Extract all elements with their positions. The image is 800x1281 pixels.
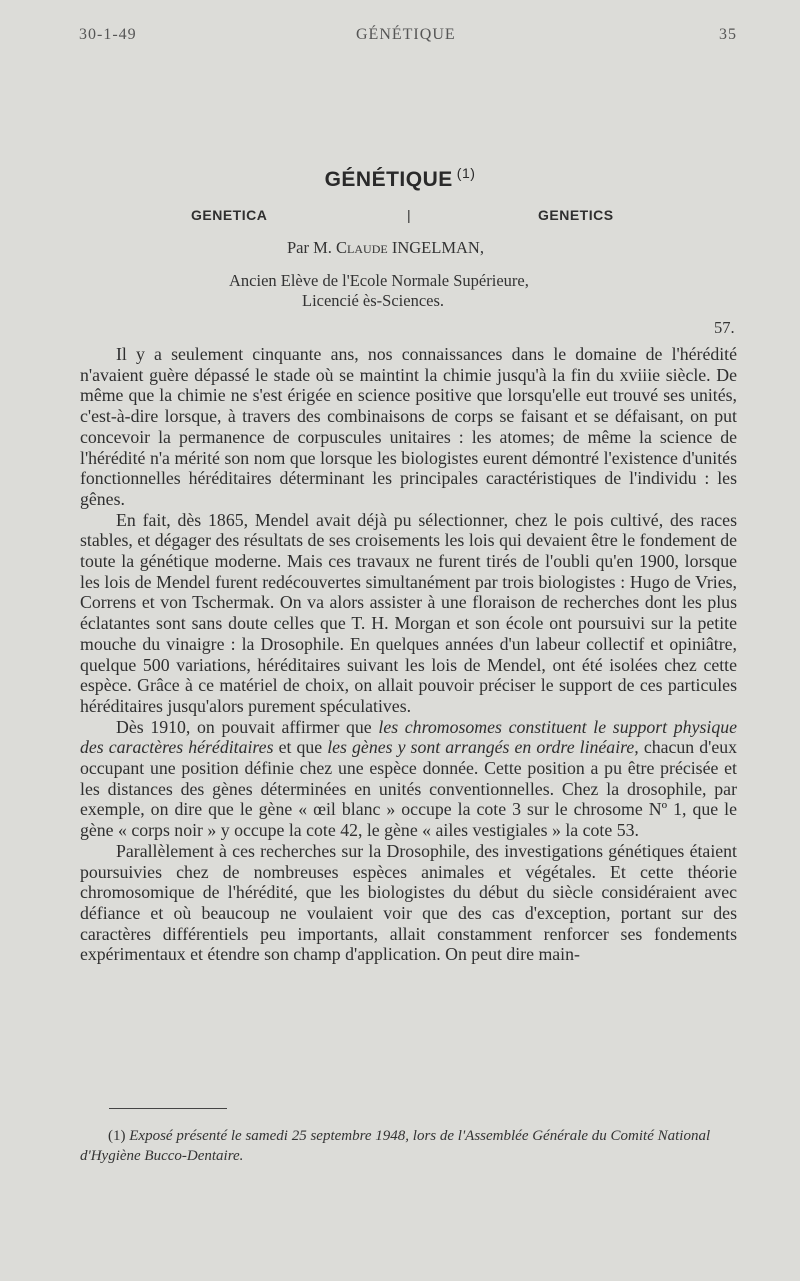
title-footnote-mark: (1) bbox=[456, 165, 476, 181]
page-number: 35 bbox=[719, 26, 737, 43]
paragraph-3 bbox=[80, 717, 737, 841]
title-text: GÉNÉTIQUE bbox=[324, 168, 453, 191]
paragraph-4: Parallèlement à ces recherches sur la Drosophile, des investigations génétiques étaient poursuivies chez de nombreuses espèces animales et végétales. Et cette théorie chromosomique de l'hérédité, que les biologistes du début du siècle considéraient avec défiance et où beaucoup ne voulaient voir que des cas d'exception, portant sur des caractères différentiels peu importants, allait constamment renforcer ses fondements expérimentaux et étendre son champ d'application. On peut dire main- bbox=[80, 840, 737, 965]
footnote-text: Exposé présenté le samedi 25 septembre 1948, lors de l'Assemblée Générale du Comité National d'Hygiène Bucco-Dentaire. bbox=[80, 1128, 711, 1164]
author-name: Claude INGELMAN, bbox=[336, 238, 484, 257]
header-date: 30-1-49 bbox=[79, 26, 137, 43]
paragraph-2: En fait, dès 1865, Mendel avait déjà pu sélectionner, chez le pois cultivé, des races stables, et dégager des résultats de ses croisements les lois qui devaient être le fondement de toute la génétique moderne. Mais ces travaux ne furent tirés de l'oubli qu'en 1900, lorsque les lois de Mendel furent redécouvertes simultanément par trois biologistes : Hugo de Vries, Correns et von Tschermak. On va alors assister à une floraison de recherches dont les plus éclatantes sont sans doute celles que T. H. Morgan et son école ont poursuivi sur la petite mouche du vinaigre : la Drosophile. En quelques années d'un labeur collectif et opiniâtre, quelque 500 variations, héréditaires suivant les lois de Mendel, ont été isolées chez cette espèce. Grâce à ce matériel de choix, on allait pouvoir préciser le support de ces particules héréditaires jusqu'alors purement spéculatives. bbox=[80, 509, 737, 716]
paragraph-3-emphasis-1: les chromosomes constituent le support physique des caractères héréditaires bbox=[80, 716, 737, 758]
author-affiliation: Ancien Elève de l'Ecole Normale Supérieure, bbox=[229, 271, 529, 290]
running-title: GÉNÉTIQUE bbox=[356, 26, 456, 43]
reference-number: 57. bbox=[714, 318, 735, 337]
paragraph-3-text-b: et que bbox=[273, 737, 328, 758]
author-degree: Licencié ès-Sciences. bbox=[302, 291, 445, 310]
footnote bbox=[80, 1126, 753, 1166]
subtitle-italian: GENETICA bbox=[191, 207, 268, 223]
footnote-divider bbox=[109, 1108, 227, 1109]
author-prefix: Par M. bbox=[287, 238, 332, 257]
paragraph-1: Il y a seulement cinquante ans, nos connaissances dans le domaine de l'hérédité n'avaient guère dépassé le stade où se maintint la chimie jusqu'à la fin du xviiie siècle. De même que la chimie ne s'est érigée en science positive que lorsqu'elle eut trouvé ses unités, c'est-à-dire lorsque, à travers des combinaisons de corps se faisant et se défaisant, on put concevoir la permanence de corpuscules unitaires : les atomes; de même la science de l'hérédité n'a mérité son nom que lorsque les biologistes eurent démontré l'existence d'unités fonctionnelles héréditaires déterminant les principales caractéristiques de l'individu : les gênes. bbox=[80, 344, 737, 509]
paragraph-3-emphasis-2: les gènes y sont arrangés en ordre linéaire, bbox=[327, 737, 639, 758]
author-line bbox=[287, 238, 484, 258]
footnote-number: (1) bbox=[108, 1128, 126, 1144]
subtitle-separator: | bbox=[407, 207, 412, 223]
paragraph-3-text-c: chacun d'eux occupant une position définie chez une espèce donnée. Cette position a pu être précisée et les distances des gènes déterminées en unités conventionnelles. Chez la drosophile, par exemple, on dire que le gène « œil blanc » occupe la cote 3 sur le chrosome Nº 1, que le gène « corps noir » y occupe la cote 42, le gène « ailes vestigiales » la cote 53. bbox=[80, 737, 738, 841]
article-body bbox=[80, 344, 737, 965]
article-title bbox=[0, 165, 800, 192]
subtitle-english: GENETICS bbox=[538, 207, 614, 223]
paragraph-3-text-a: Dès 1910, on pouvait affirmer que bbox=[116, 716, 379, 737]
